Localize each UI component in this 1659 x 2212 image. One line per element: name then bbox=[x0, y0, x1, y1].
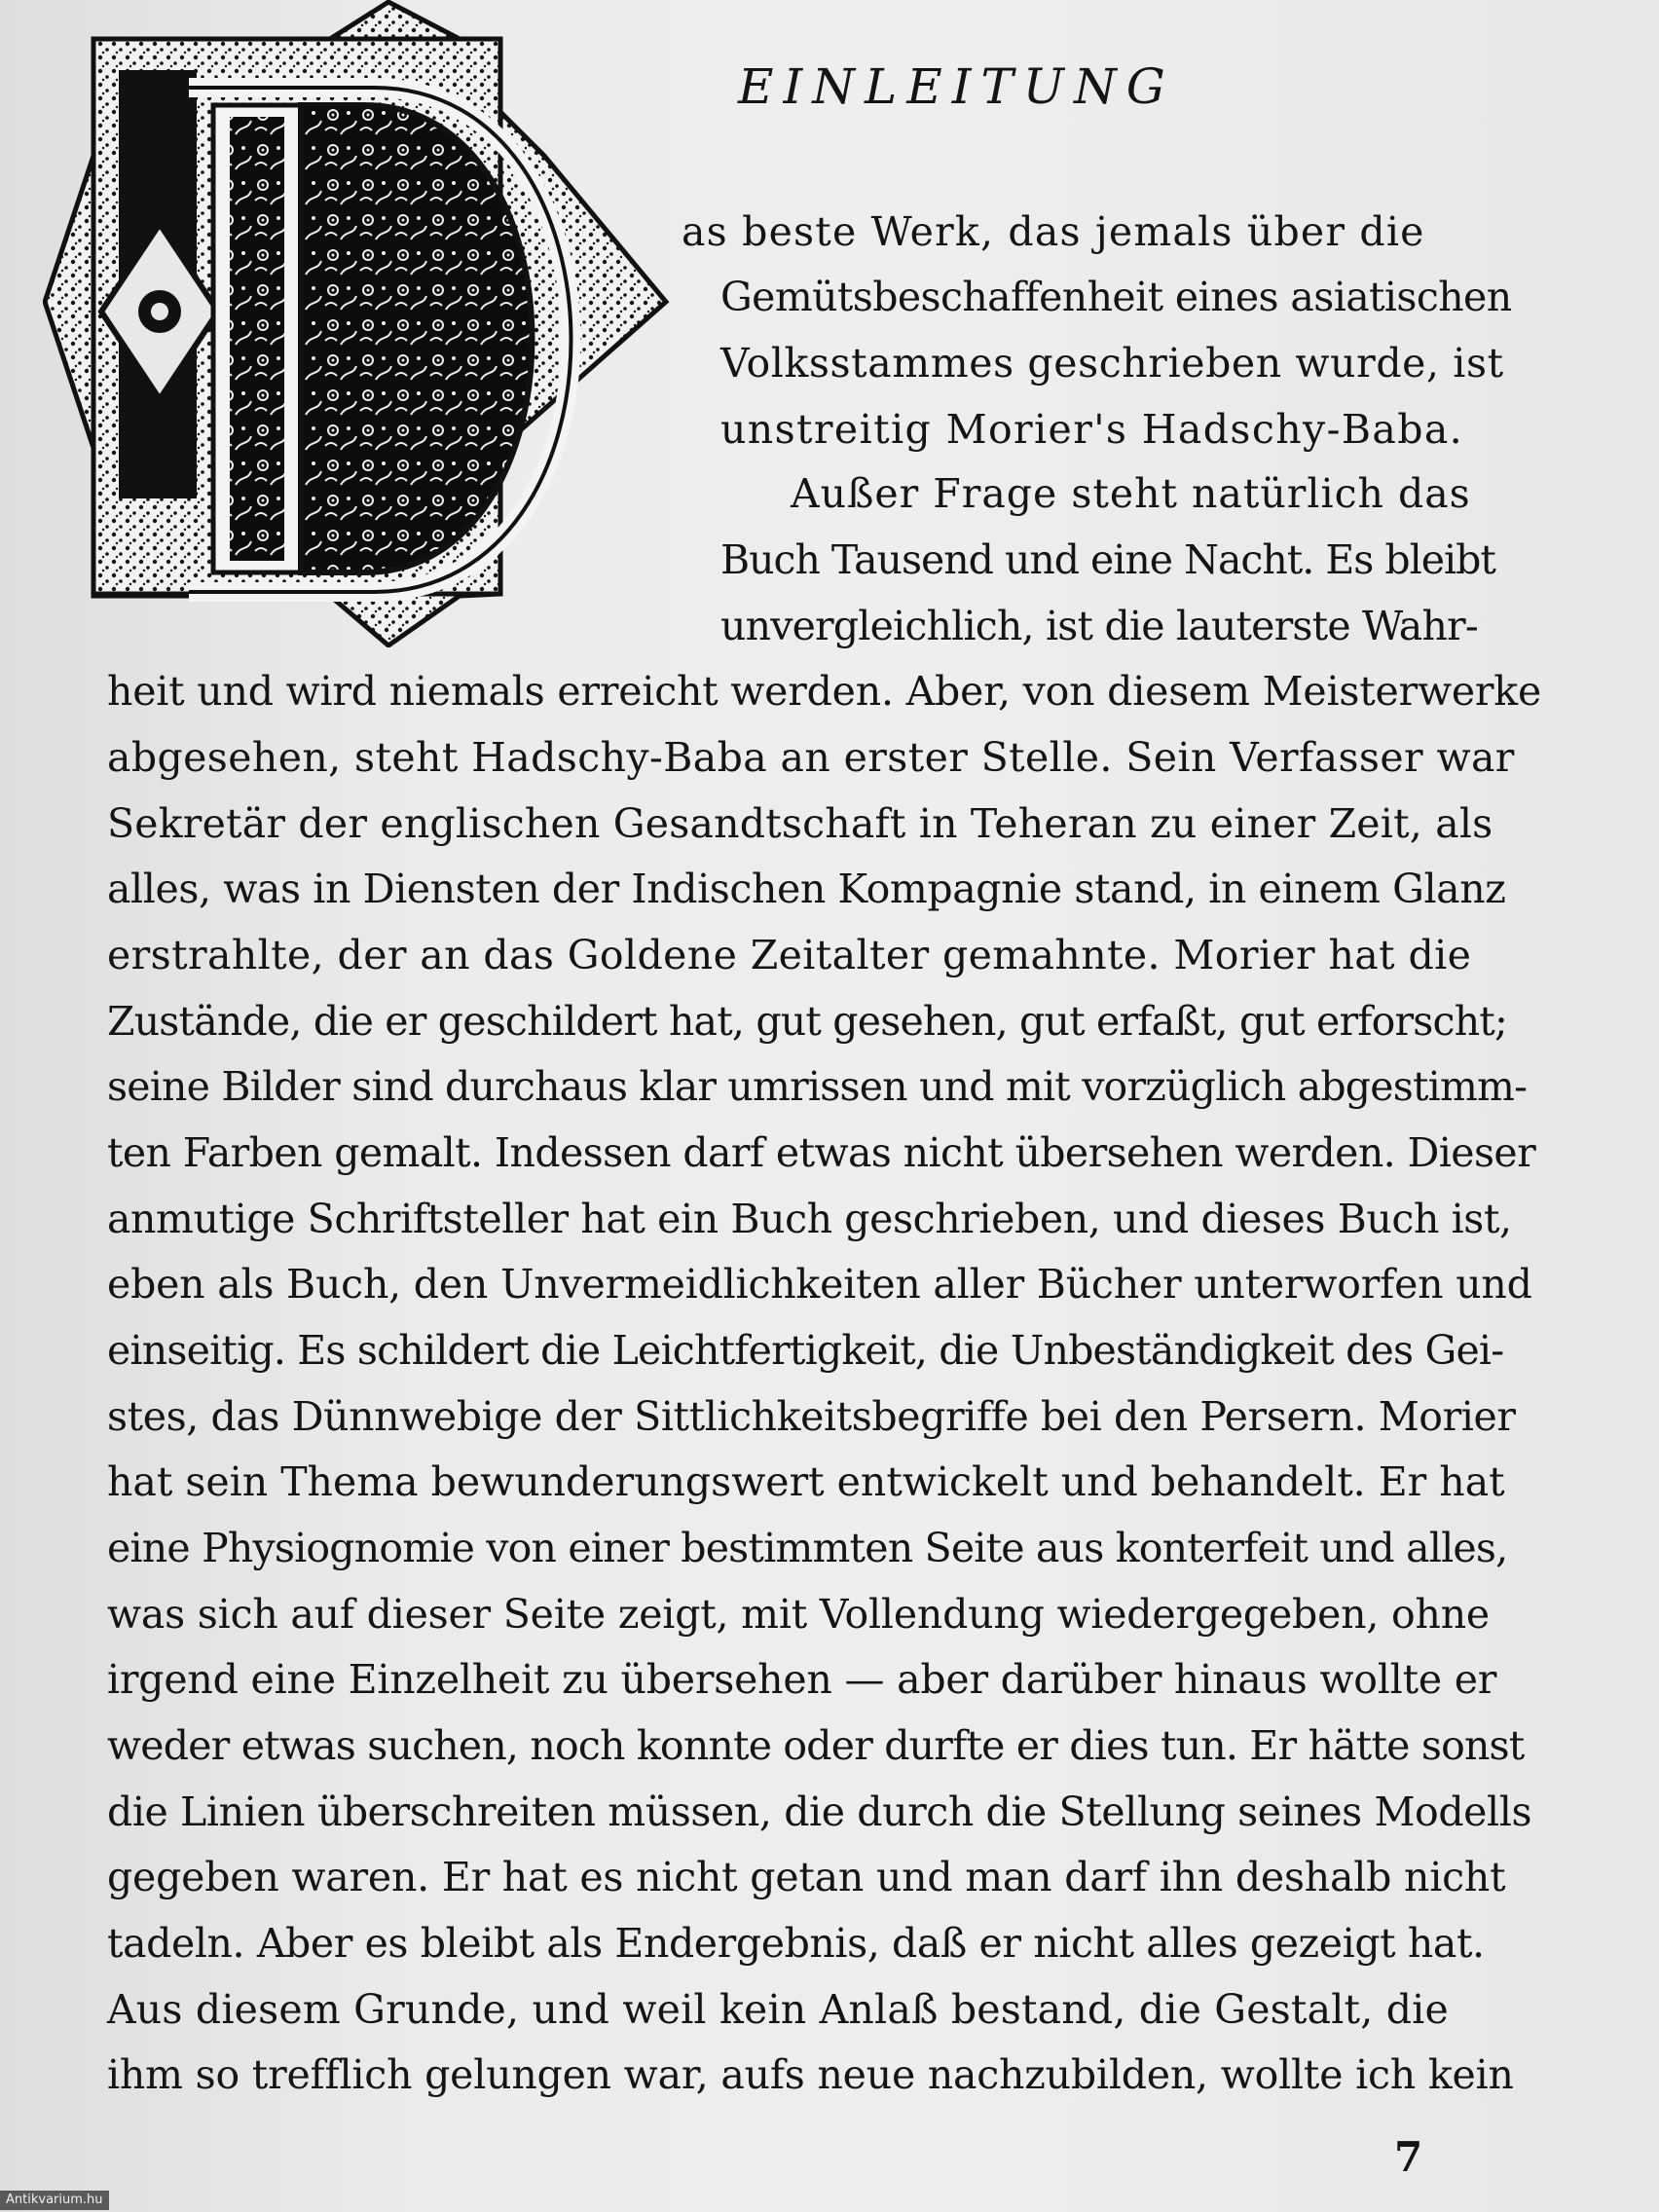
text-line: stes, das Dünnwebige der Sittlichkeitsbegriffe bei den Persern. Morier bbox=[107, 1393, 1516, 1440]
text-line: ihm so trefflich gelungen war, aufs neue nachzubilden, wollte ich kein bbox=[107, 2051, 1514, 2098]
text-line: ten Farben gemalt. Indessen darf etwas nicht übersehen werden. Dieser bbox=[107, 1129, 1536, 1176]
text-line: erstrahlte, der an das Goldene Zeitalter gemahnte. Morier hat die bbox=[107, 932, 1472, 978]
watermark: Antikvarium.hu bbox=[0, 2191, 109, 2210]
text-line: seine Bilder sind durchaus klar umrissen und mit vorzüglich abgestimm- bbox=[107, 1063, 1528, 1110]
text-line: eine Physiognomie von einer bestimmten Seite aus konterfeit und alles, bbox=[107, 1525, 1508, 1571]
decorated-initial-d bbox=[43, 0, 715, 647]
text-line: anmutige Schriftsteller hat ein Buch geschrieben, und dieses Buch ist, bbox=[107, 1196, 1512, 1242]
text-line: Aus diesem Grunde, und weil kein Anlaß bestand, die Gestalt, die bbox=[107, 1986, 1449, 2033]
text-line: Zustände, die er geschildert hat, gut gesehen, gut erfaßt, gut erforscht; bbox=[107, 998, 1508, 1045]
text-line: die Linien überschreiten müssen, die durch die Stellung seines Modells bbox=[107, 1788, 1532, 1835]
text-line: gegeben waren. Er hat es nicht getan und man darf ihn deshalb nicht bbox=[107, 1854, 1506, 1900]
text-line: Buch Tausend und eine Nacht. Es bleibt bbox=[720, 536, 1495, 583]
text-line: Gemütsbeschaffenheit eines asiatischen bbox=[720, 274, 1512, 320]
text-line: irgend eine Einzelheit zu übersehen — aber darüber hinaus wollte er bbox=[107, 1656, 1497, 1703]
text-line: tadeln. Aber es bleibt als Endergebnis, daß er nicht alles gezeigt hat. bbox=[107, 1920, 1485, 1967]
text-line: as beste Werk, das jemals über die bbox=[682, 208, 1425, 255]
text-line: unstreitig Morier's Hadschy-Baba. bbox=[720, 406, 1464, 453]
chapter-heading: EINLEITUNG bbox=[738, 58, 1175, 115]
text-line: abgesehen, steht Hadschy-Baba an erster Stelle. Sein Verfasser war bbox=[107, 734, 1515, 781]
text-line: unvergleichlich, ist die lauterste Wahr- bbox=[720, 603, 1478, 649]
text-line: weder etwas suchen, noch konnte oder durfte er dies tun. Er hätte sonst bbox=[107, 1722, 1525, 1769]
text-line: eben als Buch, den Unvermeidlichkeiten aller Bücher unterworfen und bbox=[107, 1261, 1532, 1308]
text-line: einseitig. Es schildert die Leichtfertigkeit, die Unbeständigkeit des Gei- bbox=[107, 1327, 1504, 1374]
page-number: 7 bbox=[1394, 2133, 1423, 2181]
text-line: alles, was in Diensten der Indischen Kompagnie stand, in einem Glanz bbox=[107, 866, 1506, 912]
text-line: Volksstammes geschrieben wurde, ist bbox=[720, 340, 1504, 387]
text-line: heit und wird niemals erreicht werden. Aber, von diesem Meisterwerke bbox=[107, 668, 1542, 715]
text-line: hat sein Thema bewunderungswert entwickelt und behandelt. Er hat bbox=[107, 1458, 1505, 1505]
text-line: Sekretär der englischen Gesandtschaft in Teheran zu einer Zeit, als bbox=[107, 800, 1493, 847]
text-line: was sich auf dieser Seite zeigt, mit Vollendung wiedergegeben, ohne bbox=[107, 1591, 1490, 1638]
text-line: Außer Frage steht natürlich das bbox=[791, 470, 1471, 517]
